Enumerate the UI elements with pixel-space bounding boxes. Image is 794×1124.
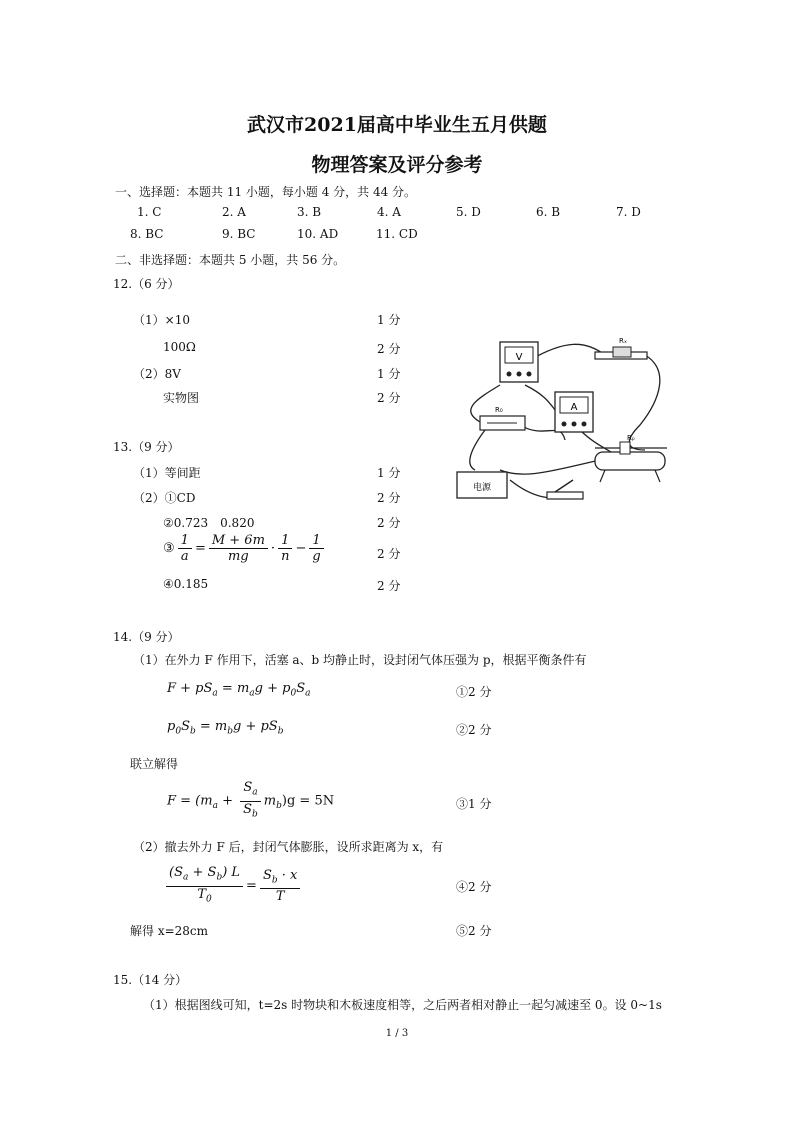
q12-row2-score: 2 分 [377,342,401,356]
circuit-diagram [455,330,685,510]
rp-label: Rₚ [627,434,635,442]
section1-heading: 一、选择题：本题共 11 小题，每小题 4 分，共 44 分。 [115,185,417,199]
wire [580,430,615,455]
q14-part1-text: （1）在外力 F 作用下，活塞 a、b 均静止时，设封闭气体压强为 p，根据平衡条件有 [133,653,587,667]
q13-row4-score: 2 分 [377,547,401,561]
q14-eq3-score: ③1 分 [456,797,492,811]
q14-eq1-score: ①2 分 [456,685,492,699]
ammeter [555,392,593,432]
q14-sol-score: ⑤2 分 [456,924,492,938]
q12-row4-label: 实物图 [163,391,200,405]
power-source [457,472,507,498]
q12-row3-label: （2）8V [133,367,181,381]
answer-5: 5. D [456,205,481,219]
q13-row3-label: ②0.723 0.820 [163,516,255,530]
q14-eq4: $\frac{(S_a + S_b) L}{T_0}$ = $\frac{S_b \cdot x}{T}$ [163,865,303,907]
q14-joint-label: 联立解得 [130,757,179,771]
q14-eq4-score: ④2 分 [456,880,492,894]
answer-3: 3. B [297,205,322,219]
answer-11: 11. CD [376,227,418,241]
ammeter-label: A [570,402,578,413]
source-label: 电源 [472,483,492,493]
section2-heading: 二、非选择题：本题共 5 小题，共 56 分。 [115,253,346,267]
q14-eq3: $F = (m_a$ + $\frac{S_a}{S_b}$ $m_b)g = 5N$ [167,780,335,820]
q13-row3-score: 2 分 [377,516,401,530]
q13-formula: ③ $\frac{1}{a}$ = $\frac{M + 6m}{mg}$ · $\frac{1}{n}$ − $\frac{1}{g}$ [163,533,327,564]
q12-row1-label: （1）×10 [133,313,190,327]
wire [500,460,600,474]
q13-row2-score: 2 分 [377,491,401,505]
rx-label: Rₓ [619,337,627,345]
voltmeter [500,342,538,382]
r0-label: R₀ [495,406,503,414]
q13-row1-score: 1 分 [377,466,401,480]
q13-row5-label: ④0.185 [163,577,209,591]
q12-heading: 12.（6 分） [113,277,180,291]
page-title: 武汉市2021届高中毕业生五月供题 [247,114,547,136]
q14-part2-text: （2）撤去外力 F 后，封闭气体膨胀，设所求距离为 x，有 [133,840,444,854]
answer-7: 7. D [616,205,641,219]
rheostat [595,434,667,482]
voltmeter-label: V [515,352,523,363]
switch [547,480,583,499]
q14-eq2-score: ②2 分 [456,723,492,737]
q14-eq1: $F + pS_a = m_ag + p_0S_a$ [167,681,311,699]
answer-1: 1. C [137,205,162,219]
resistor-rx [595,337,647,359]
answer-4: 4. A [377,205,401,219]
wire [530,344,605,360]
q14-eq2: $p_0S_b = m_bg + pS_b$ [167,719,284,737]
q12-row2-label: 100Ω [163,340,196,354]
q13-row1-label: （1）等间距 [133,466,201,480]
answer-10: 10. AD [297,227,339,241]
resistor-r0 [480,406,525,430]
q15-heading: 15.（14 分） [113,973,188,987]
page-number: 1 / 3 [385,1028,409,1039]
answer-8: 8. BC [130,227,164,241]
q13-row2-label: （2）①CD [133,491,196,505]
q14-heading: 14.（9 分） [113,630,180,644]
answer-9: 9. BC [222,227,256,241]
q12-row1-score: 1 分 [377,313,401,327]
q15-part1-text: （1）根据图线可知，t=2s 时物块和木板速度相等，之后两者相对静止一起匀减速至 0。设 0~1s [143,998,662,1012]
q13-row5-score: 2 分 [377,579,401,593]
q13-heading: 13.（9 分） [113,440,180,454]
q12-row3-score: 1 分 [377,367,401,381]
answer-2: 2. A [222,205,246,219]
page-subtitle: 物理答案及评分参考 [311,154,483,176]
q12-row4-score: 2 分 [377,391,401,405]
q14-solution: 解得 x=28cm [130,924,209,938]
answer-6: 6. B [536,205,561,219]
wire [470,430,485,470]
